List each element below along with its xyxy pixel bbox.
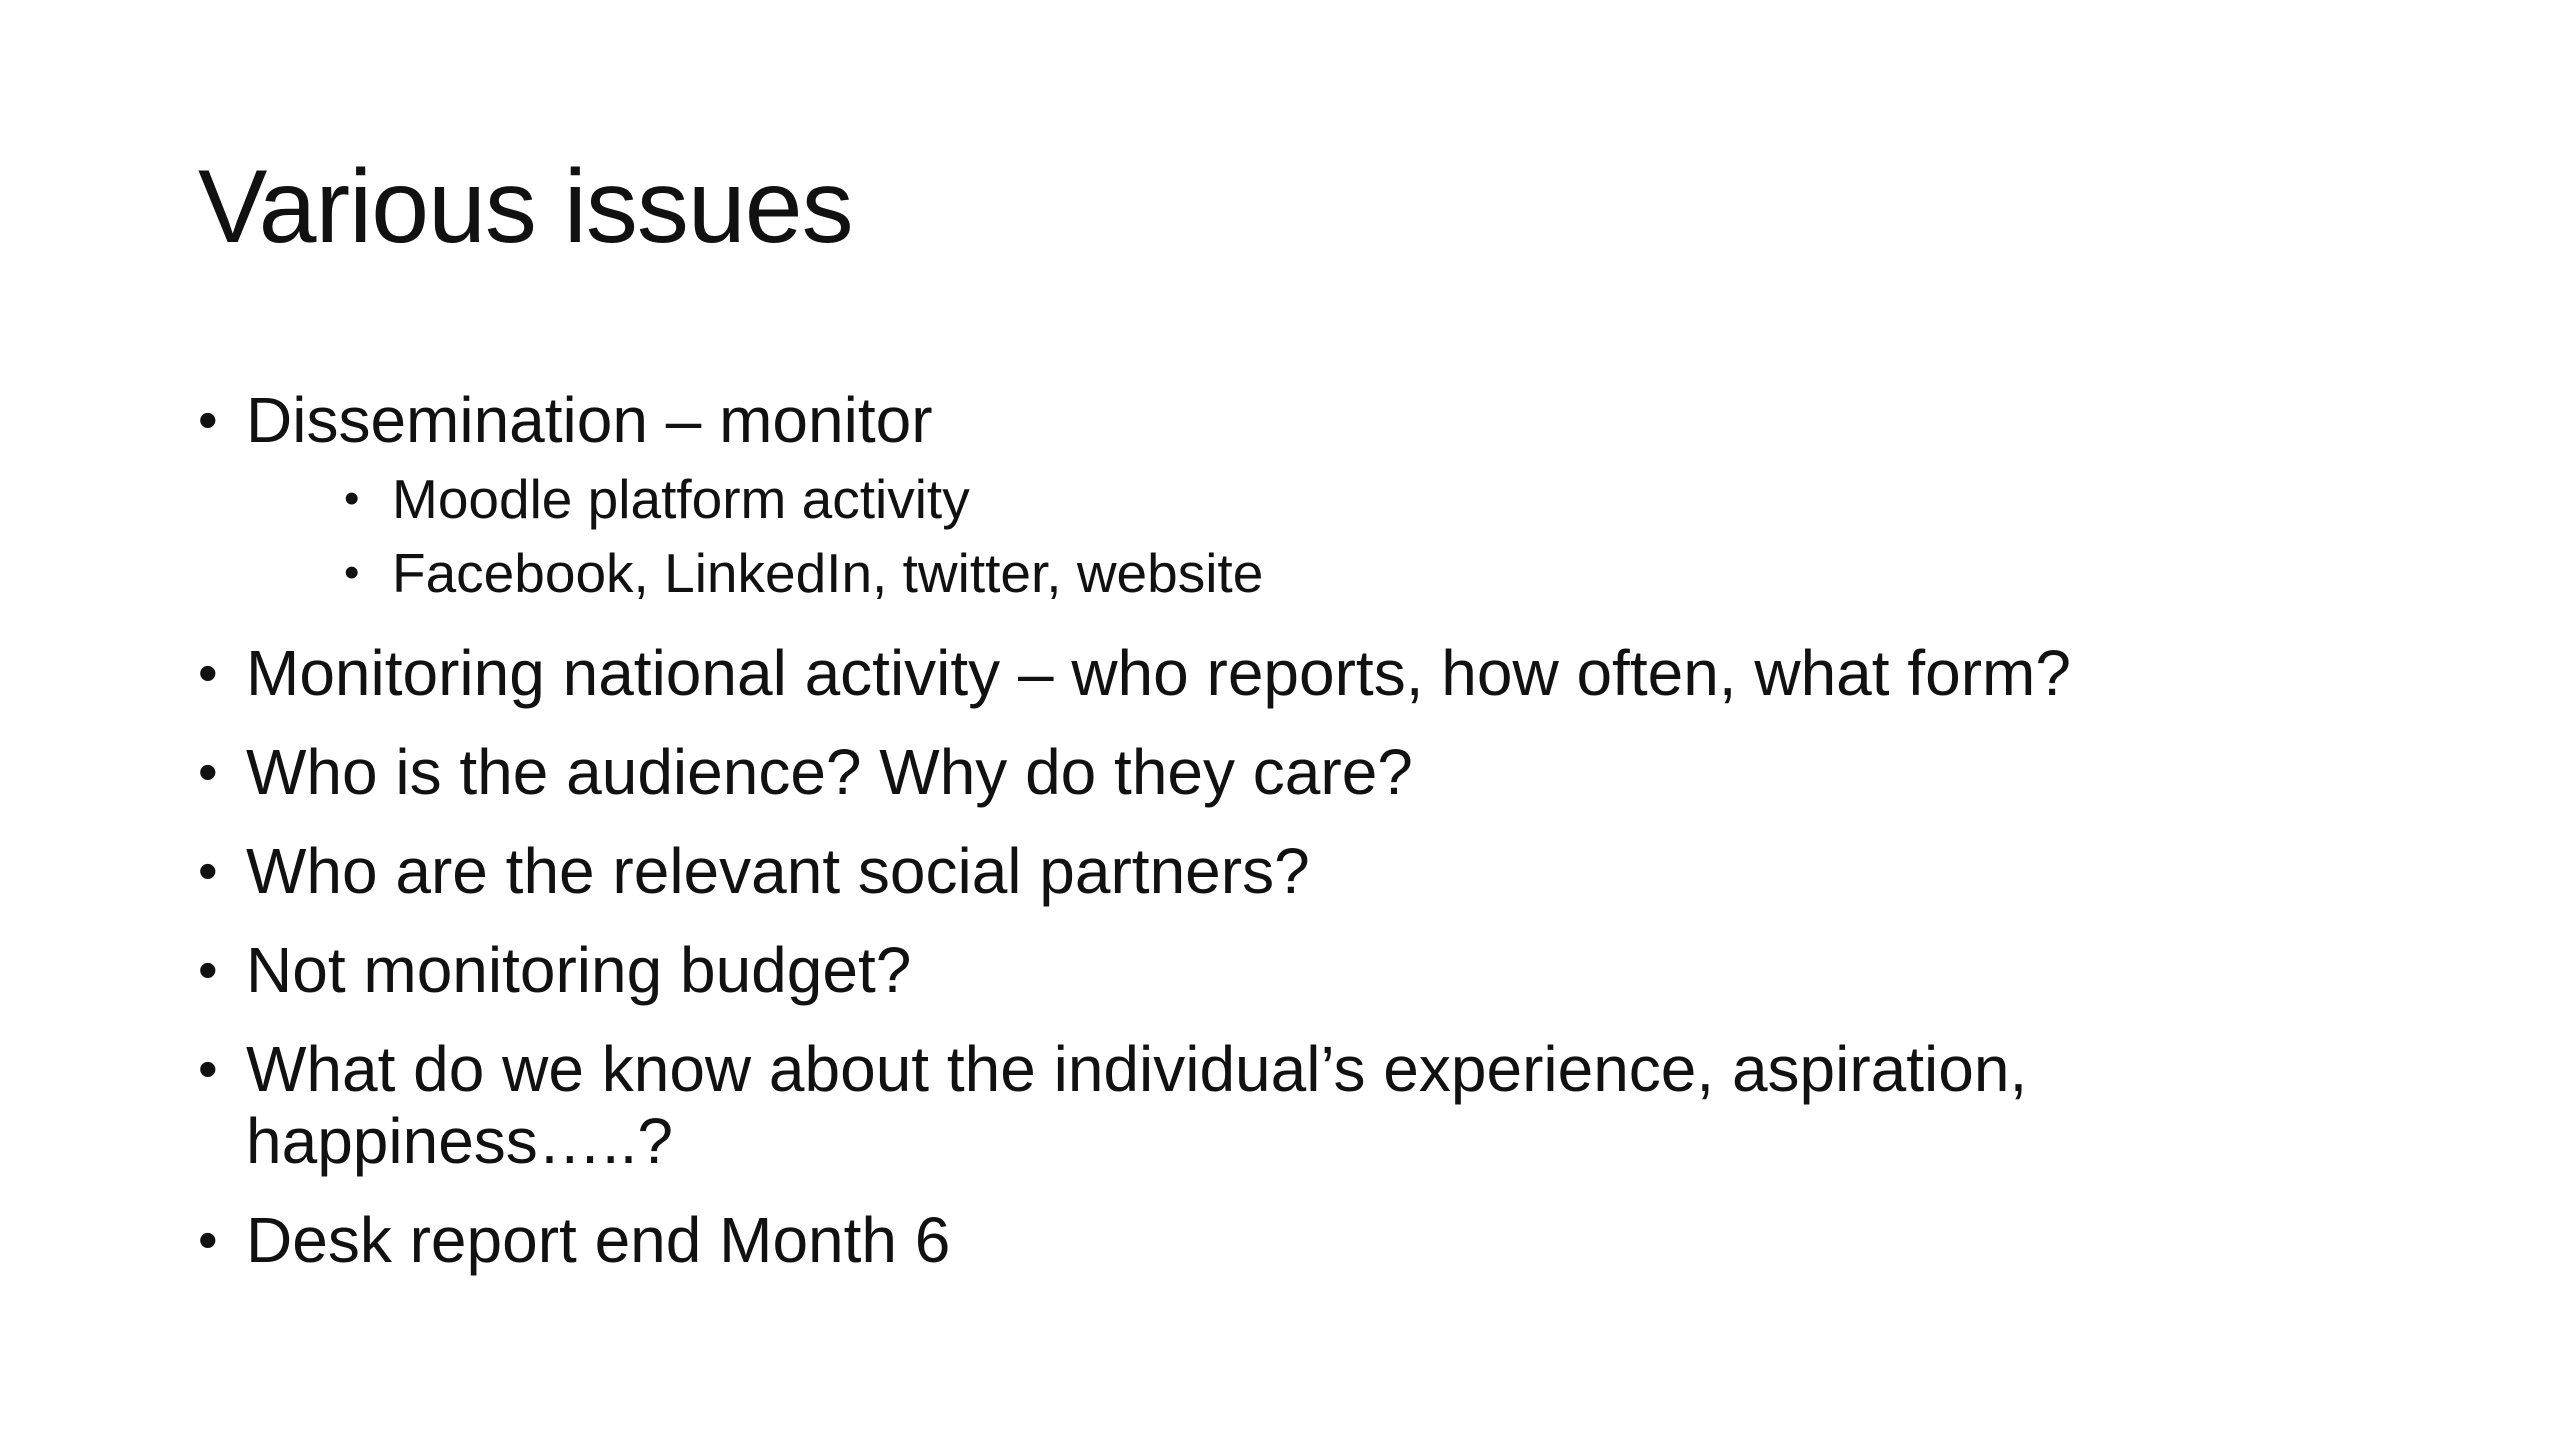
bullet-item: [198, 384, 2438, 610]
sub-bullet-item: [344, 536, 2438, 610]
bullet-item: [198, 934, 2438, 1006]
bullet-text: Who are the relevant social partners?: [246, 835, 1310, 907]
bullet-item: [198, 637, 2438, 709]
bullet-dot-icon: •: [198, 388, 218, 451]
sub-bullet-list: [198, 462, 2438, 610]
slide-title: Various issues: [198, 149, 853, 265]
bullet-item: [198, 1204, 2438, 1276]
bullet-text: Who is the audience? Why do they care?: [246, 736, 1413, 808]
sub-bullet-item: [344, 462, 2438, 536]
bullet-item: [198, 736, 2438, 808]
bullet-dot-icon: •: [198, 1037, 218, 1100]
bullet-text: Dissemination – monitor: [246, 384, 933, 456]
bullet-item: [198, 835, 2438, 907]
sub-bullet-text: Moodle platform activity: [392, 468, 970, 530]
bullet-dot-icon: •: [344, 474, 360, 523]
bullet-text: Not monitoring budget?: [246, 934, 912, 1006]
bullet-dot-icon: •: [344, 548, 360, 597]
bullet-dot-icon: •: [198, 839, 218, 902]
bullet-item: [198, 1033, 2438, 1177]
bullet-text: Monitoring national activity – who reports, how often, what form?: [246, 637, 2071, 709]
bullet-text: Desk report end Month 6: [246, 1204, 951, 1276]
bullet-dot-icon: •: [198, 641, 218, 704]
bullet-text: What do we know about the individual’s experience, aspiration, happiness…..?: [246, 1033, 2028, 1177]
sub-bullet-text: Facebook, LinkedIn, twitter, website: [392, 542, 1264, 604]
bullet-list: [198, 384, 2438, 1276]
bullet-dot-icon: •: [198, 740, 218, 803]
bullet-dot-icon: •: [198, 1208, 218, 1271]
bullet-dot-icon: •: [198, 938, 218, 1001]
